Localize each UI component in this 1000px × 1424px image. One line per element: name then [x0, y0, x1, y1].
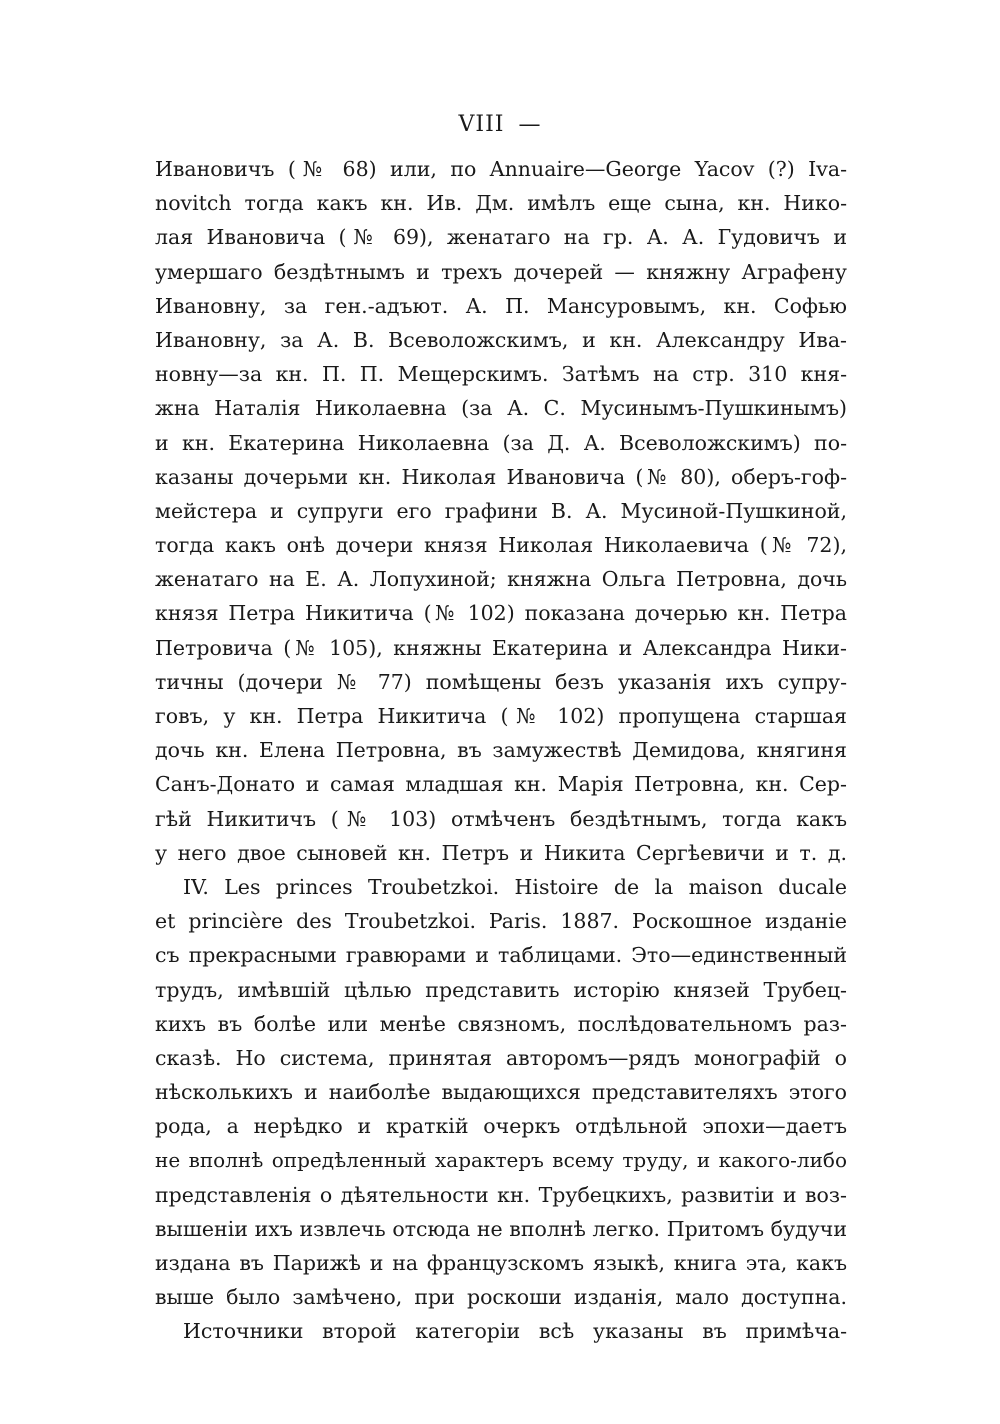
text-line: Ивановну, за ген.-адъют. А. П. Мансуровымъ, кн. Софью	[155, 293, 847, 318]
text-line: дочь кн. Елена Петровна, въ замужествѣ Демидова, княгиня	[155, 738, 847, 763]
page-number: VIII	[458, 112, 505, 137]
text-line: не вполнѣ опредѣленный характеръ всему труду, и какого-либо	[155, 1148, 847, 1173]
text-line: нѣсколькихъ и наиболѣе выдающихся представителяхъ этого	[155, 1080, 847, 1105]
text-line: женатаго на Е. А. Лопухиной; княжна Ольга Петровна, дочь	[155, 567, 847, 592]
text-line: трудъ, имѣвшій цѣлью представить исторію князей Трубец-	[155, 977, 847, 1002]
text-line: гѣй Никитичъ (№ 103) отмѣченъ бездѣтнымъ, тогда какъ	[155, 806, 847, 831]
text-line: представленія о дѣятельности кн. Трубецкихъ, развитіи и воз-	[155, 1182, 847, 1207]
text-line: Ивановичъ (№ 68) или, по Annuaire—George Yacov (?) Iva-	[155, 157, 847, 181]
text-line: новну—за кн. П. П. Мещерскимъ. Затѣмъ на стр. 310 кня-	[155, 362, 847, 387]
text-line: сказѣ. Но система, принятая авторомъ—рядъ монографій о	[155, 1045, 847, 1070]
text-line: вышеніи ихъ извлечь отсюда не вполнѣ легко. Притомъ будучи	[155, 1216, 847, 1241]
text-line: рода, а нерѣдко и краткій очеркъ отдѣльной эпохи—даетъ	[155, 1114, 847, 1139]
text-line: у него двое сыновей кн. Петръ и Никита Сергѣевичи и т. д.	[155, 840, 847, 865]
text-line: лая Ивановича (№ 69), женатаго на гр. А. А. Гудовичъ и	[155, 225, 847, 250]
text-line: издана въ Парижѣ и на французскомъ языкѣ, книга эта, какъ	[155, 1251, 847, 1275]
text-line: и кн. Екатерина Николаевна (за Д. А. Всеволожскимъ) по-	[155, 430, 847, 455]
text-line: Ивановну, за А. В. Всеволожскимъ, и кн. Александру Ива-	[155, 327, 847, 352]
paragraph-start-line: IV. Les princes Troubetzkoi. Histoire de la maison ducale	[183, 874, 847, 899]
page-body	[155, 152, 847, 1349]
text-line: съ прекрасными гравюрами и таблицами. Это—единственный	[155, 943, 847, 968]
text-line: говъ, у кн. Петра Никитича (№ 102) пропущена старшая	[155, 704, 847, 728]
text-line: князя Петра Никитича (№ 102) показана дочерью кн. Петра	[155, 601, 847, 626]
text-line: novitch тогда какъ кн. Ив. Дм. имѣлъ еще сына, кн. Нико-	[155, 191, 847, 216]
text-line: тичны (дочери № 77) помѣщены безъ указанія ихъ супру-	[155, 669, 847, 694]
text-line: et princière des Troubetzkoi. Paris. 1887. Роскошное изданіе	[155, 909, 847, 934]
text-line: тогда какъ онѣ дочери князя Николая Николаевича (№ 72),	[155, 533, 847, 558]
header-dash: —	[518, 112, 542, 137]
text-line: Санъ-Донато и самая младшая кн. Марія Петровна, кн. Сер-	[155, 772, 847, 797]
text-line: умершаго бездѣтнымъ и трехъ дочерей — княжну Аграфену	[155, 259, 847, 284]
text-line: выше было замѣчено, при роскоши изданія, мало доступна.	[155, 1285, 847, 1310]
text-line: Петровича (№ 105), княжны Екатерина и Александра Ники-	[155, 635, 847, 660]
text-line: казаны дочерьми кн. Николая Ивановича (№ 80), оберъ-гоф-	[155, 464, 847, 489]
paragraph-start-line: Источники второй категоріи всѣ указаны въ примѣча-	[183, 1319, 847, 1344]
text-line: жна Наталія Николаевна (за А. С. Мусинымъ-Пушкинымъ)	[155, 396, 847, 421]
text-line: мейстера и супруги его графини В. А. Мусиной-Пушкиной,	[155, 498, 847, 523]
text-line: кихъ въ болѣе или менѣе связномъ, послѣдовательномъ раз-	[155, 1011, 847, 1036]
page-header	[0, 112, 1000, 137]
